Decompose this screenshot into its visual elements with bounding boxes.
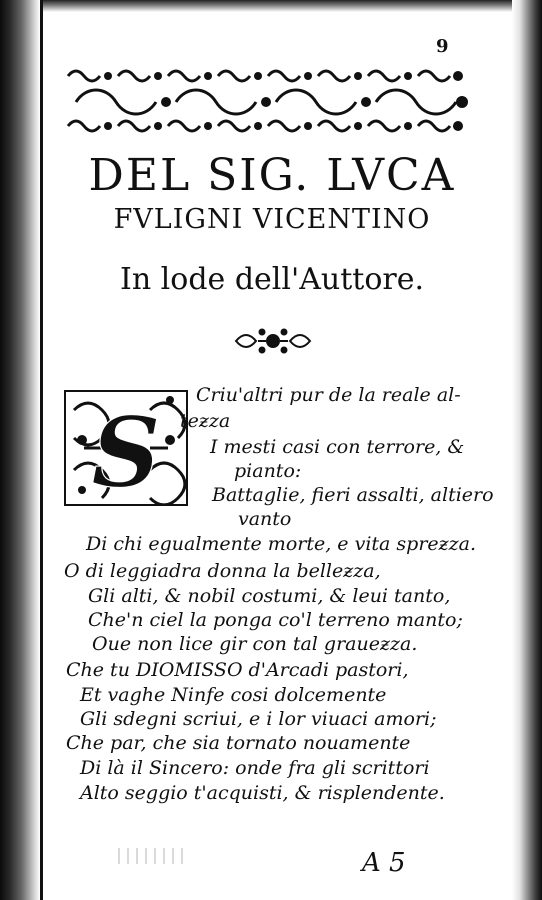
poem-line: teƶza <box>180 410 231 432</box>
heading-origin: FVLIGNI VICENTINO <box>113 204 431 235</box>
poem-line: I mesti casi con terrore, & <box>210 436 465 458</box>
poem-line: Gli sdegni scriui, e i lor viuaci amori; <box>80 708 437 730</box>
poem-line: Et vaghe Ninfe cosi dolcemente <box>80 684 387 706</box>
poem-line: Che tu DIOMISSO d'Arcadi pastori, <box>66 659 409 681</box>
poem-line: Alto seggio t'acquisti, & risplendente. <box>80 782 445 804</box>
poem-line: Di chi egualmente morte, e vita spreƶza. <box>86 533 477 555</box>
poem-line: Che par, che sia tornato nouamente <box>66 732 411 754</box>
signature-mark: A 5 <box>362 848 406 878</box>
poem-line: Che'n ciel la ponga co'l terreno manto; <box>88 609 463 631</box>
poem-line: Battaglie, fieri assalti, altiero <box>212 484 494 506</box>
poem-line: Criu'altri pur de la reale al- <box>196 384 461 406</box>
poem-line: vanto <box>238 508 292 530</box>
print-smudge <box>118 848 188 864</box>
initial-letter: S <box>91 396 161 506</box>
poem-line: pianto: <box>234 460 302 482</box>
poem-line: Gli alti, & nobil costumi, & leui tanto, <box>88 585 451 607</box>
poem-line: O di leggiadra donna la belleƶza, <box>64 560 381 582</box>
page-mark: 9 <box>436 36 449 57</box>
heading-author: DEL SIG. LVCA <box>88 150 456 201</box>
heading-dedication: In lode dell'Auttore. <box>119 262 425 297</box>
poem-line: Oue non lice gir con tal graueƶza. <box>92 633 418 655</box>
poem-line: Di là il Sincero: onde fra gli scrittori <box>80 757 430 779</box>
